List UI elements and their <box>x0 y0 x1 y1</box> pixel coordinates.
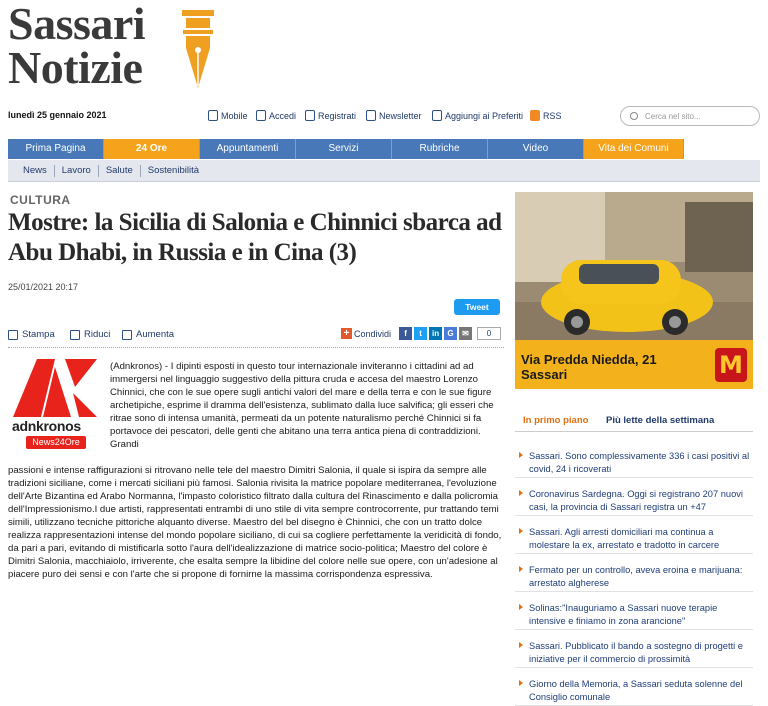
list-item[interactable]: Giorno della Memoria, a Sassari seduta solenne del Consiglio comunale <box>515 668 753 706</box>
news24ore-badge: News24Ore <box>26 436 86 449</box>
sidebar-tabs <box>515 410 753 432</box>
lock-icon <box>256 110 266 121</box>
list-item[interactable]: Sassari. Sono complessivamente 336 i casi positivi al covid, 24 i ricoverati <box>515 440 753 478</box>
tweet-button[interactable]: Tweet <box>454 299 500 315</box>
arrow-icon <box>519 680 523 686</box>
favorites-link[interactable]: Aggiungi ai Preferiti <box>432 110 523 121</box>
article-category[interactable]: CULTURA <box>10 193 71 207</box>
arrow-icon <box>519 452 523 458</box>
rss-icon <box>530 110 540 121</box>
text-smaller-icon <box>70 330 80 340</box>
mobile-icon <box>208 110 218 121</box>
list-item[interactable]: Fermato per un controllo, aveva eroina e marijuana: arrestato algherese <box>515 554 753 592</box>
nav-item-rubriche[interactable]: Rubriche <box>392 139 488 159</box>
nav-item-servizi[interactable]: Servizi <box>296 139 392 159</box>
rss-link[interactable]: RSS <box>530 110 562 121</box>
adnkronos-logo <box>10 359 102 451</box>
ad-city: Sassari <box>521 367 568 382</box>
advertisement-banner[interactable] <box>515 192 753 389</box>
main-nav <box>8 139 760 159</box>
arrow-icon <box>519 604 523 610</box>
list-item[interactable]: Solinas:"Inauguriamo a Sassari nuove terapie intensive e finiamo in zona arancione" <box>515 592 753 630</box>
mobile-link[interactable]: Mobile <box>208 110 248 121</box>
favorites-icon <box>432 110 442 121</box>
tab-in-primo-piano[interactable]: In primo piano <box>523 415 589 426</box>
nav-item-appuntamenti[interactable]: Appuntamenti <box>200 139 296 159</box>
article-title: Mostre: la Sicilia di Salonia e Chinnici sbarca ad Abu Dhabi, in Russia e in Cina (3) <box>8 209 502 266</box>
nav-item-vita-dei-comuni[interactable]: Vita dei Comuni <box>584 139 684 159</box>
article-body-intro: (Adnkronos) - I dipinti esposti in questo tour internazionale inviteranno i cittadini ad ad immergersi nel linguaggio suggestivo della pittura cruda e accesa del maestro Lorenzo Chinnici, che con le sue opere sugli antichi valori del mare e della terra e con le sue figure archetipiche, esprime il dramma dell'esistenza, sublimato dalla luce salvifica; gli esseri che ritrae sono di intensa umanità, permeati da un potente naturalismo perché Chinnici si fa portavoce dei pescatori, delle genti che abitano una terra antica piena di contraddizioni. Grandi <box>110 361 494 450</box>
site-logo[interactable] <box>8 0 214 94</box>
arrow-icon <box>519 490 523 496</box>
enlarge-text-button[interactable]: Aumenta <box>122 329 174 340</box>
share-plus-icon[interactable]: + <box>341 328 352 339</box>
text-larger-icon <box>122 330 132 340</box>
linkedin-icon[interactable]: in <box>429 327 442 340</box>
logo-line-2: Notizie <box>8 42 143 93</box>
nav-item-24-ore[interactable]: 24 Ore <box>104 139 200 159</box>
mcdonalds-logo: M <box>715 348 747 382</box>
user-icon <box>305 110 315 121</box>
reduce-text-button[interactable]: Riduci <box>70 329 110 340</box>
sidebar-news-list <box>515 440 753 706</box>
sub-nav <box>8 160 760 182</box>
top-bar <box>8 106 760 130</box>
twitter-icon[interactable]: t <box>414 327 427 340</box>
share-count: 0 <box>477 327 501 340</box>
article-date: 25/01/2021 20:17 <box>8 282 79 292</box>
article-body: passioni e intense raffigurazioni si ritrovano nelle tele del maestro Dimitri Salonia, il quale si ispira da sempre alle tradizioni siciliane, come i mercati siciliani più famosi. Salonia rivisita la matrice popolare mediterranea, l'evoluzione dell'Arte Bizantina ed Arabo Normanna, l'impasto coloristico filtrato dalla cultura del Rinascimento e dalla policromia dell'Impressionismo.I due artisti, rappresentati entrambi di uno stile di vita sempre controcorrente, pur trattando temi simili, utilizzano tecniche pittoriche alquanto diverse. Maestro del bel disegno è Chinnici, che con un tratto dolce realizza rappresentazioni intense del mondo popolare siciliano, di cui sa cogliere perfettamente la veridicità di fondo, da pari a pari, evitando di mistificarla sotto l'aura dell'idealizzazione di matrice socio-politica; Maestro del colore è Dimitri Salonia, macchiaiolo, irriverente, che esalta sempre la libidine del colore nelle sue opere, con un'adesione al piacere puro dei sensi e con l'arte che si propone di fornirne la massima corrispondenza espressiva. <box>8 465 502 580</box>
print-icon <box>8 330 18 340</box>
tab-piu-lette[interactable]: Più lette della settimana <box>606 415 715 426</box>
nav-item-prima-pagina[interactable]: Prima Pagina <box>8 139 104 159</box>
search-input[interactable]: Cerca nel sito... <box>620 106 760 126</box>
share-label[interactable]: Condividi <box>354 328 392 339</box>
google-icon[interactable]: G <box>444 327 457 340</box>
adnkronos-name: adnkronos <box>12 418 81 434</box>
subnav-item-sostenibilita[interactable]: Sostenibilità <box>147 164 199 176</box>
facebook-icon[interactable]: f <box>399 327 412 340</box>
adnkronos-mark <box>13 359 97 417</box>
ad-car-photo <box>515 192 753 340</box>
subnav-item-salute[interactable]: Salute <box>99 165 141 177</box>
subnav-item-lavoro[interactable]: Lavoro <box>55 165 99 177</box>
print-button[interactable]: Stampa <box>8 329 55 340</box>
divider <box>8 347 504 348</box>
search-icon <box>630 112 638 120</box>
list-item[interactable]: Sassari. Pubblicato il bando a sostegno di progetti e iniziative per il commercio di prossimità <box>515 630 753 668</box>
newsletter-link[interactable]: Newsletter <box>366 110 422 121</box>
share-bar <box>341 327 501 340</box>
ad-address: Via Predda Niedda, 21 <box>521 352 657 367</box>
fountain-pen-icon <box>180 6 216 90</box>
logo-line-1: Sassari <box>8 0 146 49</box>
email-icon[interactable]: ✉ <box>459 327 472 340</box>
subnav-item-news[interactable]: News <box>16 165 55 177</box>
arrow-icon <box>519 566 523 572</box>
newsletter-icon <box>366 110 376 121</box>
arrow-icon <box>519 528 523 534</box>
current-date: lunedì 25 gennaio 2021 <box>8 110 107 120</box>
article-tools <box>8 325 504 345</box>
list-item[interactable]: Sassari. Agli arresti domiciliari ma continua a molestare la ex, arrestato e tradotto in carcere <box>515 516 753 554</box>
register-link[interactable]: Registrati <box>305 110 356 121</box>
nav-item-video[interactable]: Video <box>488 139 584 159</box>
list-item[interactable]: Coronavirus Sardegna. Oggi si registrano 207 nuovi casi, la provincia di Sassari registra un +47 <box>515 478 753 516</box>
arrow-icon <box>519 642 523 648</box>
login-link[interactable]: Accedi <box>256 110 296 121</box>
